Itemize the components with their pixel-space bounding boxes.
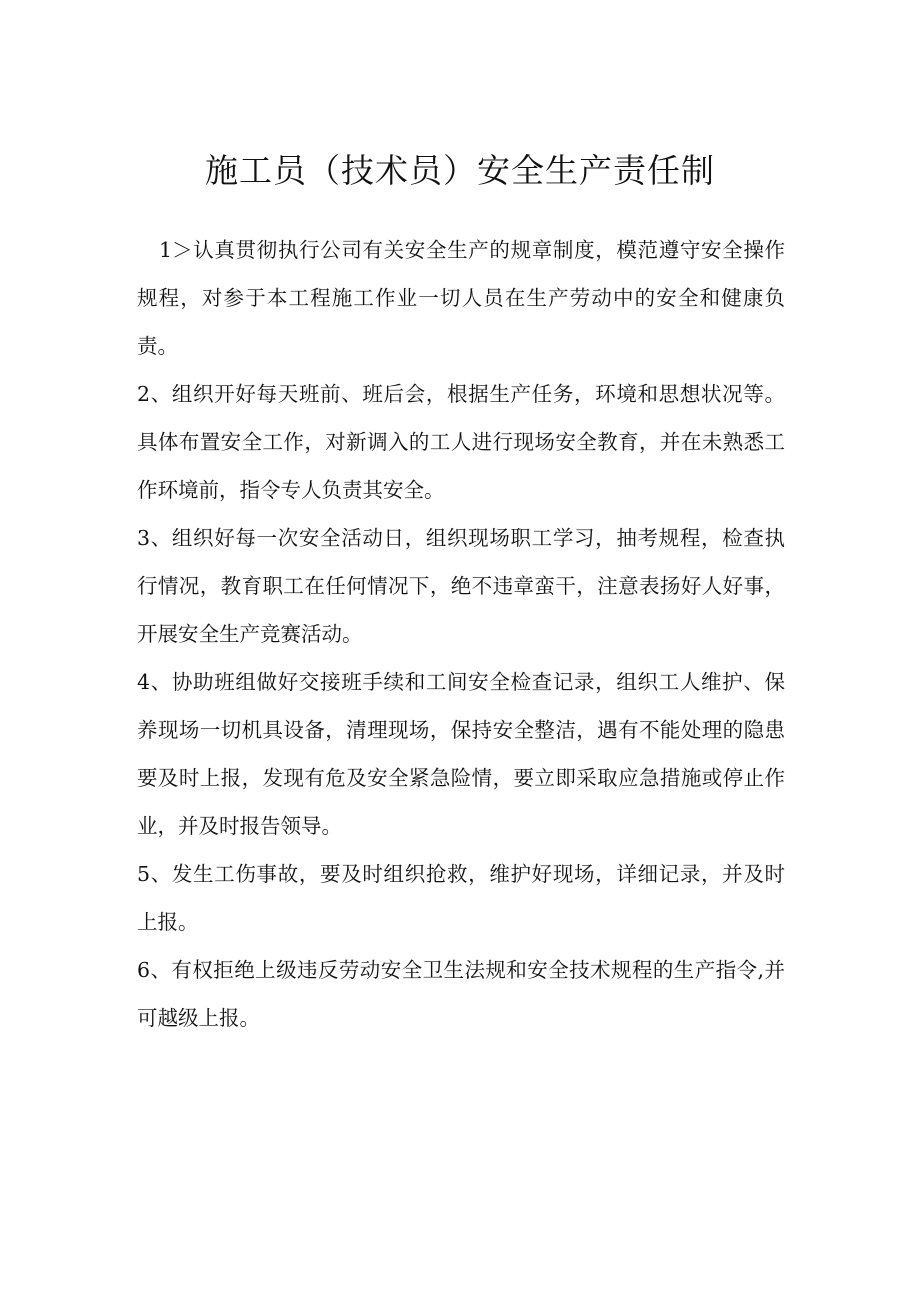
paragraph-3: 3、组织好每一次安全活动日，组织现场职工学习，抽考规程，检查执行情况，教育职工在任何情况下，绝不违章蛮干，注意表扬好人好事，开展安全生产竞赛活动。: [137, 526, 785, 646]
document-title: 施工员（技术员）安全生产责任制: [205, 151, 715, 190]
paragraph-6: 6、有权拒绝上级违反劳动安全卫生法规和安全技术规程的生产指令,并可越级上报。: [137, 958, 785, 1030]
paragraph-5: 5、发生工伤事故，要及时组织抢救，维护好现场，详细记录，并及时上报。: [137, 862, 785, 934]
paragraph-1: 1＞认真贯彻执行公司有关安全生产的规章制度，模范遵守安全操作规程，对参于本工程施工作业一切人员在生产劳动中的安全和健康负责。: [137, 238, 785, 358]
paragraph-2: 2、组织开好每天班前、班后会，根据生产任务，环境和思想状况等。具体布置安全工作，对新调入的工人进行现场安全教育，并在未熟悉工作环境前，指令专人负责其安全。: [137, 382, 785, 502]
document-body: [137, 226, 785, 1042]
paragraph-4: 4、协助班组做好交接班手续和工间安全检查记录，组织工人维护、保养现场一切机具设备，清理现场，保持安全整洁，遇有不能处理的隐患要及时上报，发现有危及安全紧急险情，要立即采取应急措施或停止作业，并及时报告领导。: [137, 670, 785, 838]
